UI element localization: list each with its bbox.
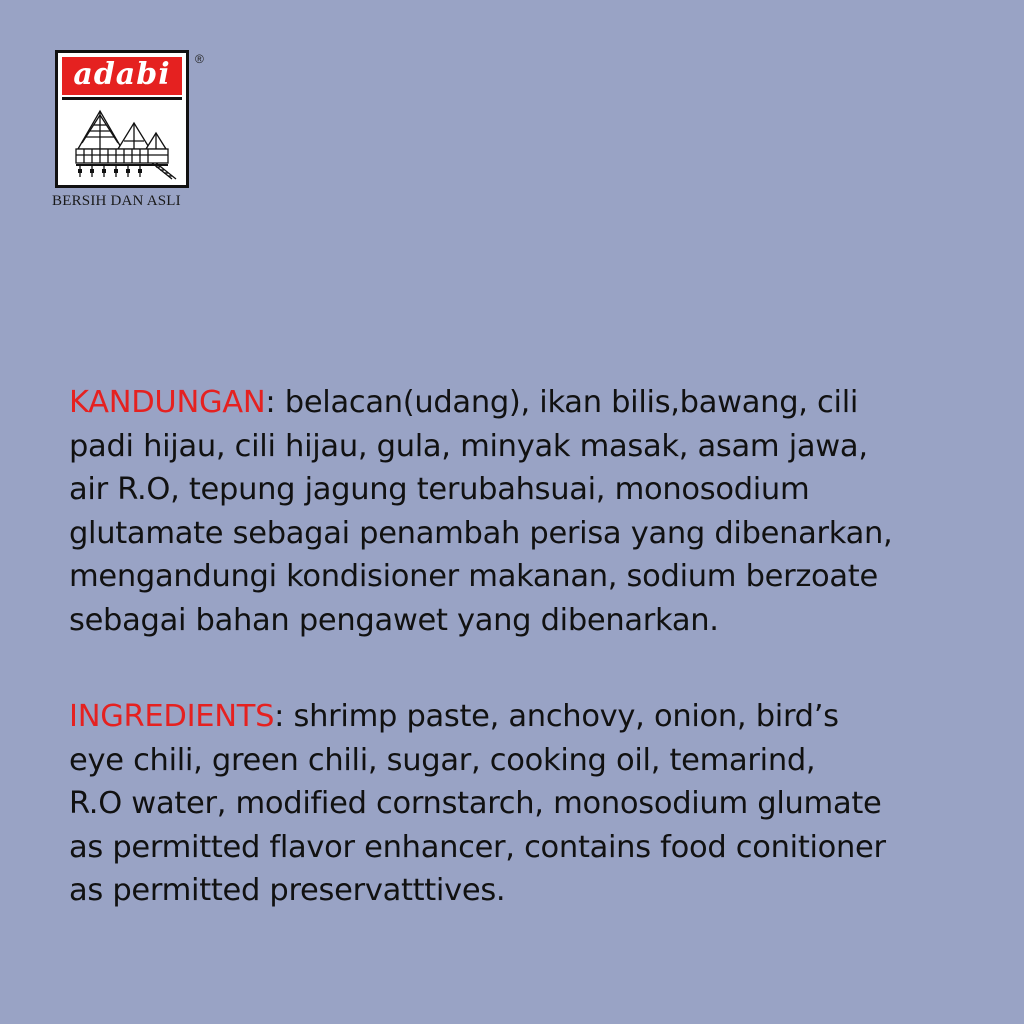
kandungan-line-3: air R.O, tepung jagung terubahsuai, monosodium: [69, 472, 810, 507]
ingredients-paragraph: [69, 695, 989, 913]
logo-brand-name: adabi: [73, 57, 171, 92]
kandungan-label: KANDUNGAN: [69, 385, 266, 420]
ingredients-line-1: [69, 695, 989, 739]
ingredients-label: INGREDIENTS: [69, 699, 275, 734]
logo-red-banner: [62, 57, 182, 95]
kandungan-line-1-text: : belacan(udang), ikan bilis,bawang, cili: [265, 385, 859, 420]
kandungan-line-5: mengandungi kondisioner makanan, sodium berzoate: [69, 559, 878, 594]
ingredients-line-2: eye chili, green chili, sugar, cooking oil, temarind,: [69, 742, 816, 778]
kandungan-line-1: [69, 381, 989, 425]
registered-mark: ®: [195, 52, 204, 66]
traditional-house-icon: [72, 105, 178, 185]
kandungan-paragraph: [69, 381, 989, 642]
kandungan-line-6: sebagai bahan pengawet yang dibenarkan.: [69, 602, 719, 638]
brand-logo: [52, 50, 215, 220]
kandungan-line-2: padi hijau, cili hijau, gula, minyak masak, asam jawa,: [69, 428, 868, 464]
logo-frame: [55, 50, 189, 188]
ingredients-line-4: as permitted flavor enhancer, contains food conitioner: [69, 829, 886, 865]
ingredients-line-3: R.O water, modified cornstarch, monosodium glumate: [69, 786, 882, 821]
ingredients-line-5: as permitted preservatttives.: [69, 873, 506, 908]
logo-divider: [62, 97, 182, 100]
ingredients-line-1-text: : shrimp paste, anchovy, onion, bird’s: [274, 699, 839, 734]
logo-tagline: BERSIH DAN ASLI: [52, 193, 181, 209]
kandungan-line-4: glutamate sebagai penambah perisa yang dibenarkan,: [69, 515, 893, 551]
